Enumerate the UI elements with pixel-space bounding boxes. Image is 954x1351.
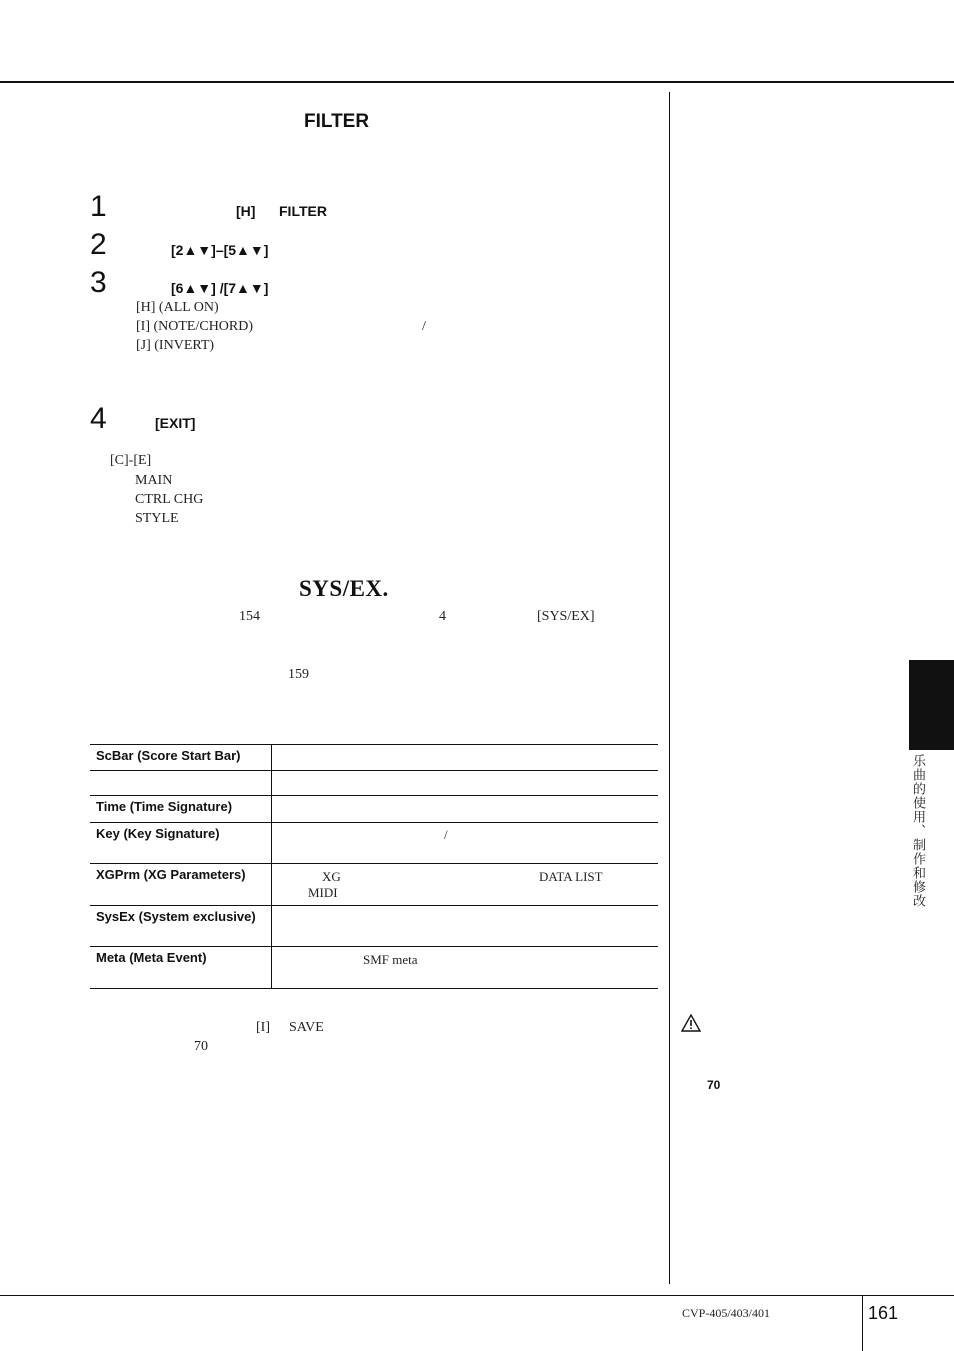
table-row (90, 823, 658, 864)
event-name: XGPrm (XG Parameters) (90, 864, 272, 906)
footer-divider (862, 1296, 863, 1351)
sysex-heading: SYS/EX. (299, 576, 389, 601)
page-number: 161 (868, 1303, 899, 1323)
table-row (90, 906, 658, 947)
smf-meta-text: SMF meta (363, 952, 418, 967)
step-2-key: [2▲▼]–[5▲▼] (171, 242, 269, 258)
save-note-key: [I] (256, 1020, 270, 1035)
step-4-key: [EXIT] (155, 415, 196, 431)
event-type-table (90, 744, 658, 989)
event-desc (272, 823, 659, 864)
step-3-key: [6▲▼] /[7▲▼] (171, 280, 269, 296)
save-note-label: SAVE (289, 1020, 324, 1035)
step-1-number: 1 (90, 190, 107, 223)
sysex-page-ref: 154 (239, 609, 260, 624)
event-desc (272, 906, 659, 947)
table-row (90, 771, 658, 796)
tab-style: STYLE (135, 511, 179, 526)
step-2-number: 2 (90, 228, 107, 261)
event-desc (272, 745, 659, 771)
table-row (90, 864, 658, 906)
tabs-intro: [C]-[E] (110, 453, 152, 468)
model-number: CVP-405/403/401 (682, 1306, 771, 1320)
chapter-tab (909, 660, 954, 750)
event-desc (272, 864, 659, 906)
midi-text: MIDI (308, 885, 338, 900)
step-3-item-invert: [J] (INVERT) (136, 338, 215, 353)
step-3-number: 3 (90, 266, 107, 299)
filter-heading: FILTER (304, 111, 370, 132)
key-signature-slash: / (444, 827, 448, 842)
step-1-key: [H] (236, 203, 256, 219)
table-row (90, 745, 658, 771)
event-name: Key (Key Signature) (90, 823, 272, 864)
warning-icon (681, 1014, 701, 1032)
event-desc (272, 771, 659, 796)
event-name (90, 771, 272, 796)
top-rule (0, 81, 954, 83)
table-row (90, 947, 658, 989)
step-3-item-all-on: [H] (ALL ON) (136, 300, 219, 315)
xg-text: XG (322, 869, 341, 884)
bottom-rule (0, 1295, 954, 1296)
event-name: SysEx (System exclusive) (90, 906, 272, 947)
event-desc (272, 796, 659, 823)
step-1-label: FILTER (279, 203, 327, 219)
step-4-number: 4 (90, 402, 107, 435)
sysex-page-ref-2: 159 (288, 667, 309, 682)
event-name: ScBar (Score Start Bar) (90, 745, 272, 771)
table-row (90, 796, 658, 823)
column-divider (669, 92, 670, 1284)
tab-main: MAIN (135, 473, 173, 488)
save-note-page-ref: 70 (194, 1039, 208, 1054)
warning-page-ref: 70 (707, 1078, 721, 1092)
sysex-tab-ref: [SYS/EX] (537, 609, 595, 624)
data-list-text: DATA LIST (539, 869, 603, 884)
event-name: Time (Time Signature) (90, 796, 272, 823)
step-3-slash: / (422, 319, 426, 334)
event-name: Meta (Meta Event) (90, 947, 272, 989)
event-desc (272, 947, 659, 989)
sysex-step-ref: 4 (439, 609, 446, 624)
step-3-item-note-chord: [I] (NOTE/CHORD) (136, 319, 254, 334)
tab-ctrl-chg: CTRL CHG (135, 492, 204, 507)
chapter-title: 乐曲的使用、制作和修改 (910, 754, 925, 908)
